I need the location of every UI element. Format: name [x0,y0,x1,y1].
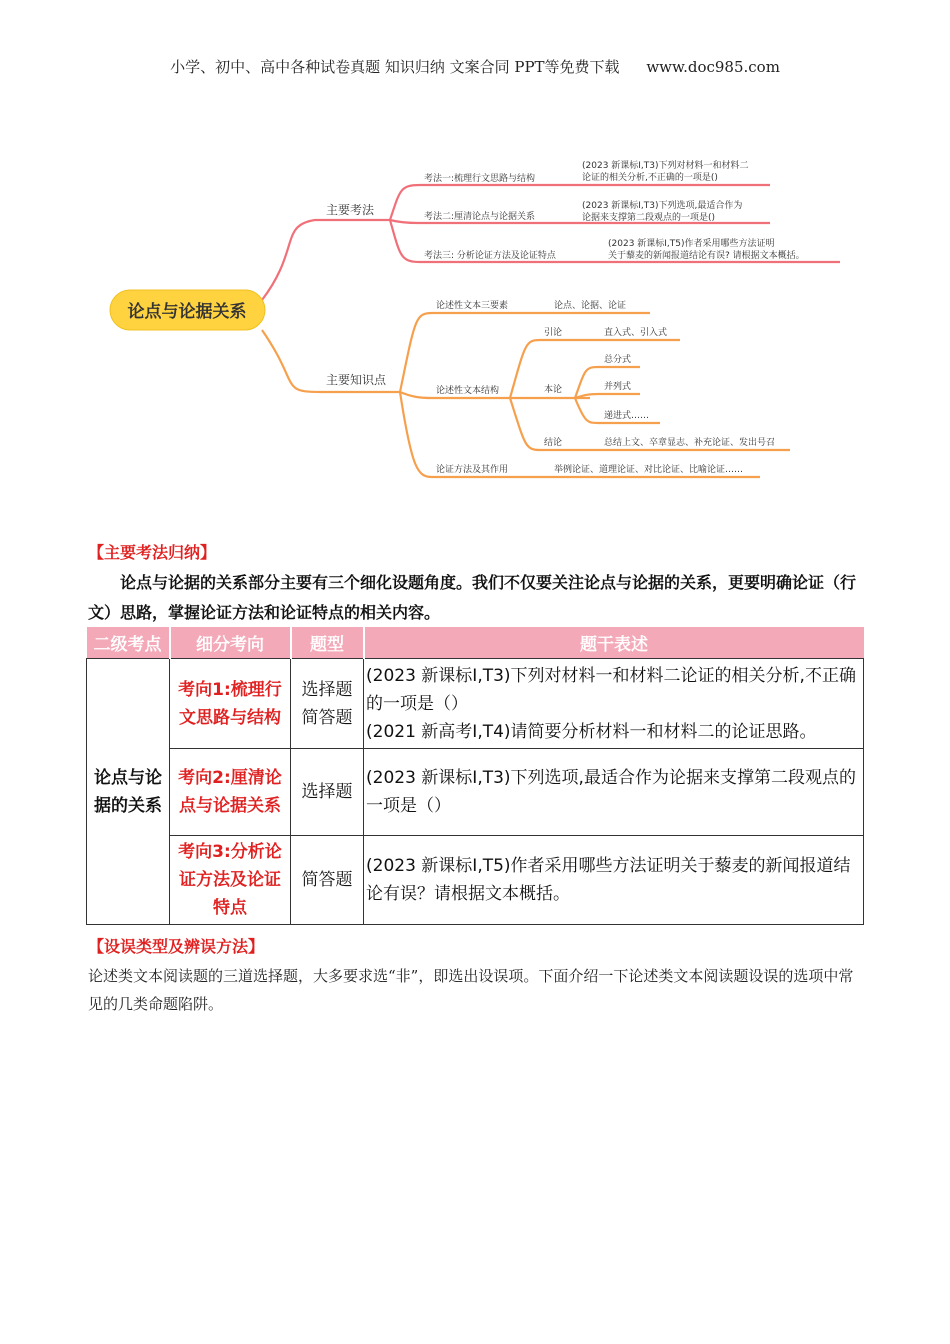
table-header-cell: 题干表述 [364,627,864,659]
mm-body-label: 本论 [544,385,563,395]
table-header-row [87,627,864,659]
stem-text: (2023 新课标Ⅰ,T3)下列对材料一和材料二论证的相关分析,不正确的一项是（） [366,665,856,714]
mm-item1-detail-1: (2023 新课标Ⅰ,T3)下列对材料一和材料二 [582,161,749,171]
section-paragraph: 论述类文本阅读题的三道选择题，大多要求选“非”，即选出设误项。下面介绍一下论述类文本阅读题设误的选项中常见的几类命题陷阱。 [88,967,854,1013]
mm-item1-label: 考法一:梳理行文思路与结构 [424,174,536,184]
mm-conclusion-label: 结论 [544,438,563,448]
mm-body-item-1: 总分式 [604,355,632,365]
mm-intro-detail: 直入式、引入式 [604,328,668,338]
mm-item3-detail-1: (2023 新课标Ⅰ,T5)作者采用哪些方法证明 [608,239,775,249]
mm-methods-label: 论证方法及其作用 [436,465,509,475]
table-row [87,659,864,749]
table-row [87,749,864,836]
table-header-cell: 题型 [291,627,364,659]
exam-points-table [86,627,864,925]
section-title-methods: 【主要考法归纳】 [88,543,217,562]
table-row [87,836,864,925]
mm-body-item-3: 递进式…… [604,411,650,421]
table-header-cell: 二级考点 [87,627,170,659]
page-header [0,56,950,77]
section-title-errors: 【设误类型及辨误方法】 [88,937,265,956]
direction-cell: 考向1:梳理行文思路与结构 [170,659,291,749]
direction-cell: 考向3:分析论证方法及论证特点 [170,836,291,925]
stem-cell [364,659,864,749]
type-cell: 简答题 [291,836,364,925]
mm-structure-label: 论述性文本结构 [436,386,500,396]
mm-body-item-2: 并列式 [604,382,632,392]
mm-methods-detail: 举例论证、道理论证、对比论证、比喻论证…… [554,465,744,475]
mind-map [0,130,950,500]
mm-item2-detail-2: 论据来支撑第二段观点的一项是() [582,213,716,223]
stem-cell: (2023 新课标Ⅰ,T3)下列选项,最适合作为论据来支撑第二段观点的一项是（） [364,749,864,836]
mm-item1-detail-2: 论证的相关分析,不正确的一项是() [582,173,718,183]
mm-intro-label: 引论 [544,328,563,338]
header-url[interactable]: www.doc985.com [646,58,780,76]
stem-cell: (2023 新课标Ⅰ,T5)作者采用哪些方法证明关于藜麦的新闻报道结论有误？请根据文本概括。 [364,836,864,925]
direction-cell: 考向2:厘清论点与论据关系 [170,749,291,836]
header-text: 小学、初中、高中各种试卷真题 知识归纳 文案合同 PPT等免费下载 [170,58,620,76]
mm-item3-detail-2: 关于藜麦的新闻报道结论有误? 请根据文本概括。 [608,251,805,261]
mm-item2-label: 考法二:厘清论点与论据关系 [424,212,536,222]
mm-item2-detail-1: (2023 新课标Ⅰ,T3)下列选项,最适合作为 [582,201,743,211]
stem-text: (2021 新高考Ⅰ,T4)请简要分析材料一和材料二的论证思路。 [366,721,817,742]
section-intro: 论点与论据的关系部分主要有三个细化设题角度。我们不仅要关注论点与论据的关系，更要明确论证（行文）思路，掌握论证方法和论证特点的相关内容。 [88,573,857,622]
table-header-cell: 细分考向 [170,627,291,659]
type-cell: 选择题 [291,749,364,836]
mm-elements-detail: 论点、论据、论证 [554,301,627,311]
mm-conclusion-detail: 总结上文、卒章显志、补充论证、发出号召 [604,438,776,448]
mm-elements-label: 论述性文本三要素 [436,301,509,311]
mm-root-to-branch1 [262,220,390,300]
mm-branch1-label: 主要考法 [326,203,375,217]
mm-branch2-label: 主要知识点 [326,373,387,387]
mm-item3-label: 考法三: 分析论证方法及论证特点 [424,251,556,261]
type-line: 简答题 [301,707,353,728]
type-line: 选择题 [301,679,353,700]
mm-branch2-to-elements [400,313,530,392]
mm-root-label: 论点与论据关系 [127,302,247,322]
category-cell: 论点与论据的关系 [87,659,170,925]
type-cell [291,659,364,749]
